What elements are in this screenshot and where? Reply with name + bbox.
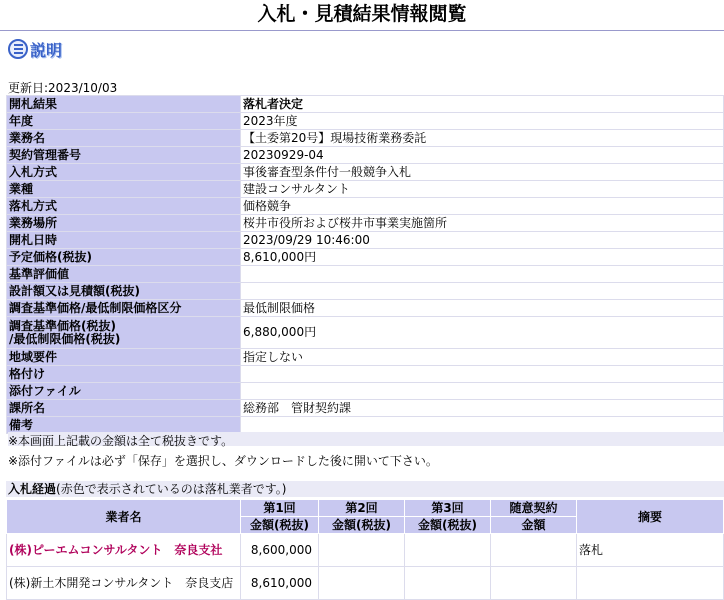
header-round2-amount: 金額(税抜) (319, 517, 405, 534)
info-value: 価格競争 (241, 198, 724, 215)
header-round1: 第1回 (241, 500, 319, 517)
bid-row (7, 567, 724, 600)
info-row (7, 417, 724, 434)
info-key: 地域要件 (7, 349, 241, 366)
info-key: 業務場所 (7, 215, 241, 232)
bid-company-cell: (株)新土木開発コンサルタント 奈良支店 (7, 567, 241, 600)
info-key: 開札日時 (7, 232, 241, 249)
info-row (7, 96, 724, 113)
info-key: 調査基準価格(税抜) /最低制限価格(税抜) (7, 317, 241, 349)
info-row (7, 130, 724, 147)
bid-negotiated-cell (491, 567, 577, 600)
bid-round3-cell (405, 567, 491, 600)
bid-company-cell: (株)ピーエムコンサルタント 奈良支社 (7, 534, 241, 567)
info-row (7, 147, 724, 164)
info-value: 総務部 管財契約課 (241, 400, 724, 417)
info-key: 業種 (7, 181, 241, 198)
updated-date: 更新日:2023/10/03 (8, 81, 118, 95)
info-value: 落札者決定 (241, 96, 724, 113)
bid-negotiated-cell (491, 534, 577, 567)
info-row (7, 266, 724, 283)
bid-round1-cell: 8,600,000 (241, 534, 319, 567)
document-icon (8, 39, 28, 59)
bid-remarks-cell: 落札 (577, 534, 724, 567)
info-value: 最低制限価格 (241, 300, 724, 317)
info-value (241, 383, 724, 400)
info-value: 建設コンサルタント (241, 181, 724, 198)
info-value (241, 417, 724, 434)
info-value (241, 266, 724, 283)
info-value (241, 366, 724, 383)
info-key: 設計額又は見積額(税抜) (7, 283, 241, 300)
info-value: 桜井市役所および桜井市事業実施箇所 (241, 215, 724, 232)
info-value: 事後審査型条件付一般競争入札 (241, 164, 724, 181)
info-row (7, 249, 724, 266)
bid-history-subtitle: (赤色で表示されているのは落札業者です。) (56, 482, 287, 496)
bid-round3-cell (405, 534, 491, 567)
info-row (7, 198, 724, 215)
bid-round2-cell (319, 534, 405, 567)
bid-history-heading (6, 481, 724, 497)
info-key: 落札方式 (7, 198, 241, 215)
info-row (7, 300, 724, 317)
header-negotiated-amount: 金額 (491, 517, 577, 534)
info-value: 8,610,000円 (241, 249, 724, 266)
info-key: 格付け (7, 366, 241, 383)
info-row (7, 349, 724, 366)
info-value (241, 283, 724, 300)
bid-history-title: 入札経過 (8, 482, 57, 496)
header-company: 業者名 (7, 500, 241, 534)
info-value: 【土委第20号】現場技術業務委託 (241, 130, 724, 147)
info-key: 入札方式 (7, 164, 241, 181)
header-round2: 第2回 (319, 500, 405, 517)
info-value: 指定しない (241, 349, 724, 366)
info-row (7, 366, 724, 383)
info-key: 添付ファイル (7, 383, 241, 400)
info-key: 契約管理番号 (7, 147, 241, 164)
info-key: 開札結果 (7, 96, 241, 113)
info-key: 予定価格(税抜) (7, 249, 241, 266)
info-key: 課所名 (7, 400, 241, 417)
info-key: 年度 (7, 113, 241, 130)
info-value: 20230929-04 (241, 147, 724, 164)
info-value: 2023/09/29 10:46:00 (241, 232, 724, 249)
page-title: 入札・見積結果情報閲覧 (0, 0, 724, 31)
header-remarks: 摘要 (577, 500, 724, 534)
bid-remarks-cell (577, 567, 724, 600)
bid-round1-cell: 8,610,000 (241, 567, 319, 600)
tax-note: ※本画面上記載の金額は全て税抜きです。 (8, 432, 724, 446)
info-row (7, 283, 724, 300)
bid-round2-cell (319, 567, 405, 600)
info-key: 基準評価値 (7, 266, 241, 283)
info-key: 調査基準価格/最低制限価格区分 (7, 300, 241, 317)
header-negotiated: 随意契約 (491, 500, 577, 517)
info-row (7, 113, 724, 130)
info-row (7, 232, 724, 249)
header-round1-amount: 金額(税抜) (241, 517, 319, 534)
info-key: 備考 (7, 417, 241, 434)
section-label: 説明 (30, 40, 63, 60)
attachment-note: ※添付ファイルは必ず「保存」を選択し、ダウンロードした後に開いて下さい。 (8, 454, 438, 468)
info-row (7, 400, 724, 417)
header-round3: 第3回 (405, 500, 491, 517)
bid-row (7, 534, 724, 567)
section-header (8, 36, 62, 62)
result-info-table (6, 95, 724, 434)
info-key: 業務名 (7, 130, 241, 147)
info-value: 6,880,000円 (241, 317, 724, 349)
bid-history-table (6, 499, 724, 600)
info-row (7, 181, 724, 198)
info-row (7, 383, 724, 400)
info-row (7, 215, 724, 232)
info-row (7, 317, 724, 349)
info-value: 2023年度 (241, 113, 724, 130)
info-row (7, 164, 724, 181)
header-round3-amount: 金額(税抜) (405, 517, 491, 534)
